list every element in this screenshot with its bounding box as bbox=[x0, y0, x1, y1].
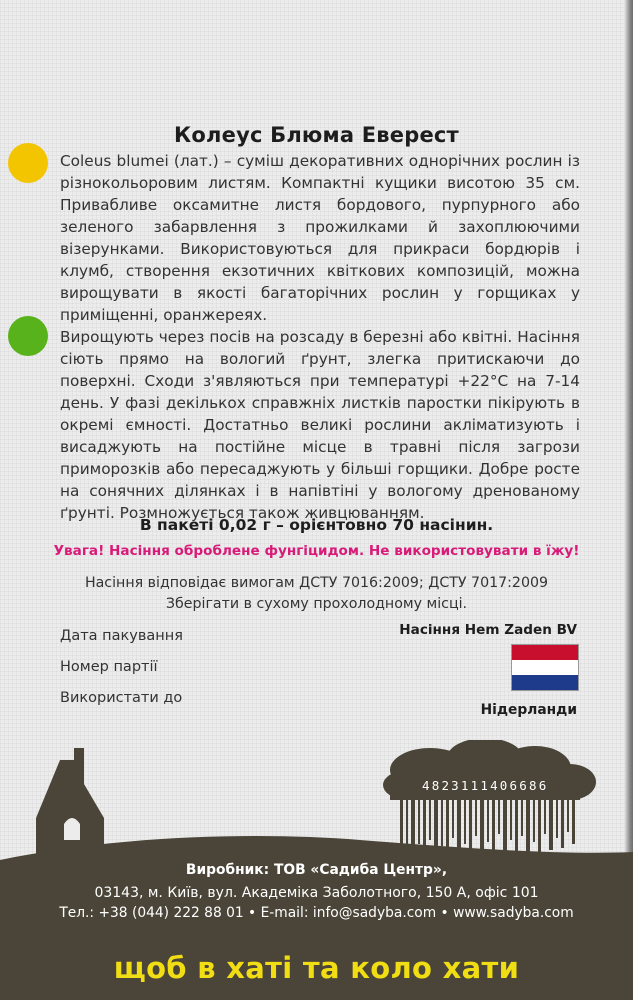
house-icon bbox=[36, 748, 104, 870]
barcode-number: 4823111406686 bbox=[422, 778, 549, 793]
manufacturer-address: 03143, м. Київ, вул. Академіка Заболотного, 150 А, офіс 101 bbox=[94, 885, 539, 901]
fungicide-warning: Увага! Насіння оброблене фунгіцидом. Не використовувати в їжу! bbox=[53, 543, 580, 559]
supplier-name: Насіння Hem Zaden BV bbox=[399, 622, 577, 638]
brand-slogan: щоб в хаті та коло хати bbox=[113, 951, 520, 985]
house-window-icon bbox=[64, 818, 80, 840]
standards-text: Насіння відповідає вимогам ДСТУ 7016:2009; ДСТУ 7017:2009 bbox=[84, 575, 549, 591]
country-name: Нідерланди bbox=[480, 702, 577, 718]
use-by-label: Використати до bbox=[60, 690, 183, 706]
green-dot-icon bbox=[8, 316, 48, 356]
product-title: Колеус Блюма Еверест bbox=[174, 123, 459, 147]
manufacturer: Виробник: ТОВ «Садиба Центр», bbox=[185, 862, 448, 878]
pack-date-label: Дата пакування bbox=[60, 628, 183, 644]
description-paragraph: Coleus blumei (лат.) – суміш декоративних однорічних рослин із різнокольоровим листям. Компактні кущики висотою 35 см. Привабливе оксамитне листя бордового, пурпурного або зеленого забарвлення з прожилками й захоплюючими візерунками. Використовуються для прикраси бордюрів і клумб, створення екзотичних квіткових композицій, можна вирощувати в якості багаторічних рослин у горщиках у приміщенні, оранжереях. bbox=[60, 152, 580, 324]
netherlands-flag-icon bbox=[512, 645, 578, 690]
batch-number-label: Номер партії bbox=[60, 659, 158, 675]
manufacturer-contacts: Тел.: +38 (044) 222 88 01 • E-mail: info@sadyba.com • www.sadyba.com bbox=[59, 905, 574, 921]
growing-instructions: Вирощують через посів на розсаду в березні або квітні. Насіння сіють прямо на вологий ґрунт, злегка притискаючи до поверхні. Сходи з'являються при температурі +22°С на 7-14 день. У фазі декількох справжніх листків паростки пікірують в окремі ємності. Достатньо великі рослини акліматизують і висаджують на постійне місце в травні після загрози приморозків або пересаджують у більші горщики. Добре росте на сонячних ділянках і в напівтіні у вологому дренованому ґрунті. Розмножується також живцюванням. bbox=[60, 328, 580, 522]
yellow-dot-icon bbox=[8, 143, 48, 183]
standards-block bbox=[0, 573, 633, 615]
packet-info: В пакеті 0,02 г – орієнтовно 70 насінин. bbox=[139, 516, 494, 534]
storage-text: Зберігати в сухому прохолодному місці. bbox=[165, 596, 468, 612]
